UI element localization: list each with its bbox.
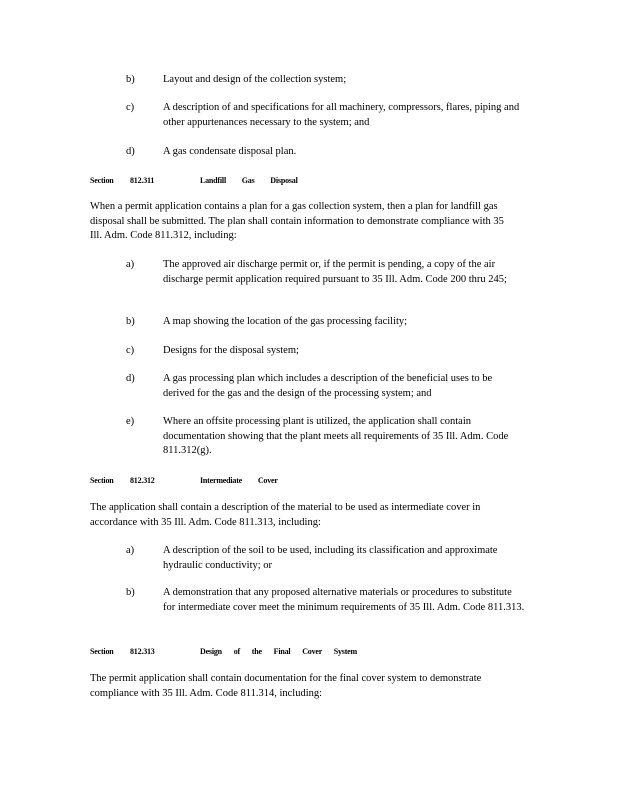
section-title: Landfill Gas Disposal (200, 176, 298, 185)
item-label: c) (126, 345, 135, 356)
item-label: a) (126, 259, 135, 270)
section-number: 812.311 (130, 176, 155, 185)
item-text: A gas condensate disposal plan. (163, 146, 297, 157)
item-text: A gas processing plan which includes a description of the beneficial uses to be derived for the gas and the design of the processing system; and (163, 373, 493, 399)
item-label: b) (126, 316, 135, 327)
item-text: The approved air discharge permit or, if the permit is pending, a copy of the air discharge permit application required pursuant to 35 Ill. Adm. Code 200 thru 245; (163, 259, 507, 285)
item-text: Where an offsite processing plant is utilized, the application shall contain documentation showing that the plant meets all requirements of 35 Ill. Adm. Code 811.312(g). (163, 416, 509, 456)
item-label: b) (126, 587, 135, 598)
section-word: Section (90, 476, 114, 485)
item-text: A map showing the location of the gas processing facility; (163, 316, 408, 327)
item-text: Designs for the disposal system; (163, 345, 299, 356)
item-text: A demonstration that any proposed alternative materials or procedures to substitute for intermediate cover meet the minimum requirements of 35 Ill. Adm. Code 811.313. (163, 587, 525, 613)
item-label: b) (126, 74, 135, 85)
section-title: Intermediate Cover (200, 476, 278, 485)
item-label: d) (126, 373, 135, 384)
item-label: a) (126, 545, 135, 556)
section-title: Design of the Final Cover System (200, 647, 357, 656)
item-label: d) (126, 146, 135, 157)
section-word: Section (90, 647, 114, 656)
item-label: c) (126, 102, 135, 113)
section-paragraph: When a permit application contains a plan for a gas collection system, then a plan for landfill gas disposal shall be submitted. The plan shall contain information to demonstrate compliance with 35 Ill. Adm. Code 811.312, including: (90, 201, 504, 241)
section-paragraph: The application shall contain a description of the material to be used as intermediate cover in accordance with 35 Ill. Adm. Code 811.313, including: (90, 502, 481, 528)
item-text: A description of the soil to be used, including its classification and approximate hydraulic conductivity; or (163, 545, 498, 571)
section-number: 812.312 (130, 476, 155, 485)
section-number: 812.313 (130, 647, 155, 656)
section-word: Section (90, 176, 114, 185)
item-label: e) (126, 416, 135, 427)
item-text: A description of and specifications for all machinery, compressors, flares, piping and other appurtenances necessary to the system; and (163, 102, 520, 128)
item-text: Layout and design of the collection system; (163, 74, 347, 85)
section-paragraph: The permit application shall contain documentation for the final cover system to demonstrate compliance with 35 Ill. Adm. Code 811.314, including: (90, 673, 482, 699)
